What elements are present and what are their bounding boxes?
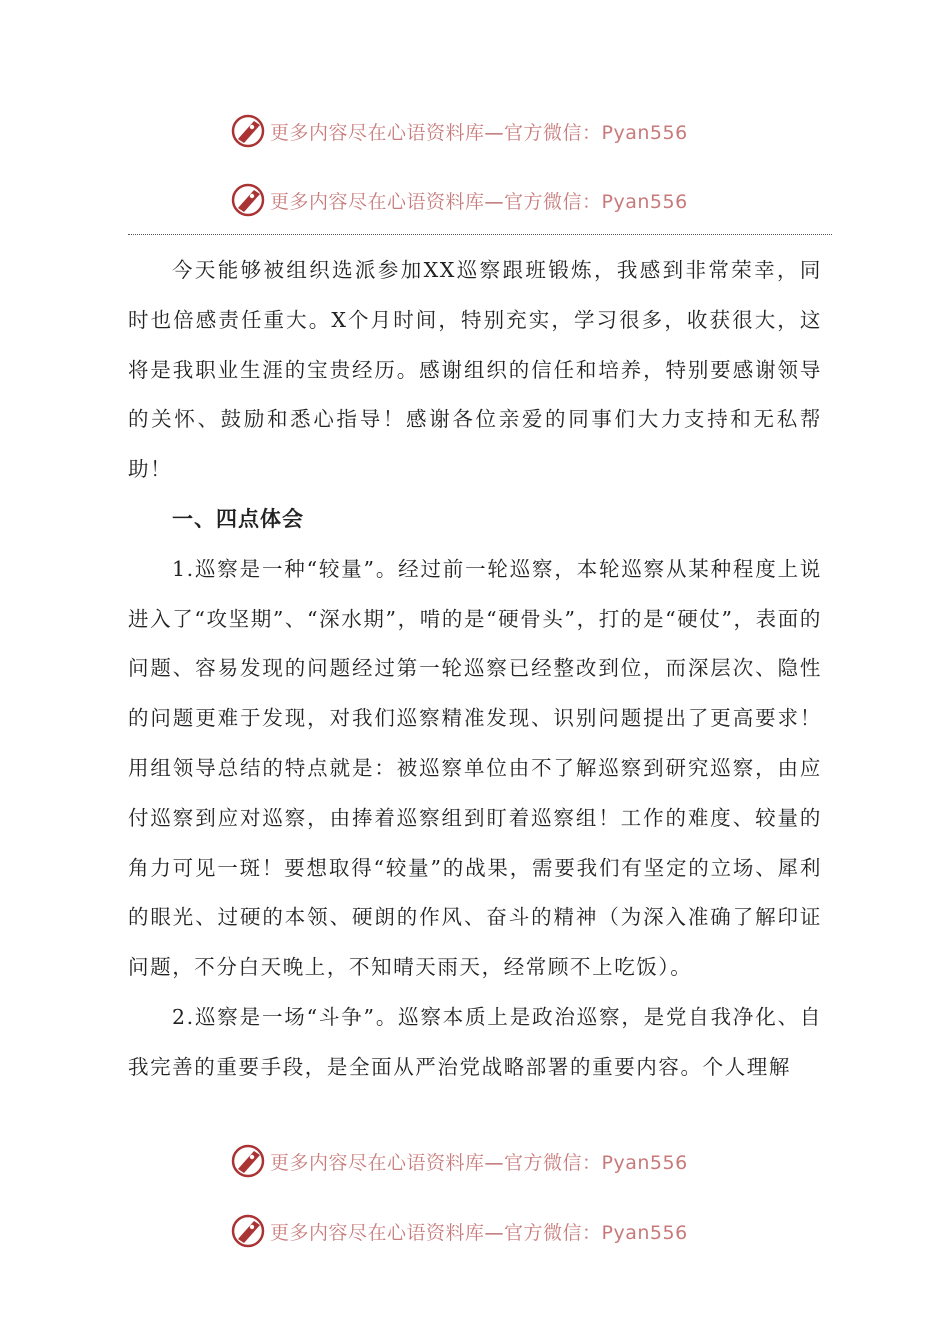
watermark-banner-bottom-2 [230, 1211, 688, 1251]
watermark-separator: — [484, 190, 505, 213]
watermark-wechat-id: Pyan556 [601, 121, 688, 144]
pen-nib-logo-icon [230, 1143, 266, 1179]
point-2-paragraph: 2.巡察是一场“斗争”。巡察本质上是政治巡察，是党自我净化、自我完善的重要手段，是全面从严治党战略部署的重要内容。个人理解 [128, 1004, 822, 1079]
watermark-label: 官方微信： [504, 1221, 602, 1244]
section-heading: 一、四点体会 [172, 506, 304, 531]
pen-nib-logo-icon [230, 182, 266, 218]
watermark-separator: — [484, 1221, 505, 1244]
watermark-label: 官方微信： [504, 190, 602, 213]
watermark-text: 更多内容尽在心语资料库 [270, 1151, 485, 1174]
watermark-text: 更多内容尽在心语资料库 [270, 1221, 485, 1244]
watermark-banner-bottom-1 [230, 1141, 688, 1181]
watermark-wechat-id: Pyan556 [601, 1221, 688, 1244]
intro-paragraph: 今天能够被组织选派参加XX巡察跟班锻炼，我感到非常荣幸，同时也倍感责任重大。X个月时间，特别充实，学习很多，收获很大，这将是我职业生涯的宝贵经历。感谢组织的信任和培养，特别要感谢领导的关怀、鼓励和悉心指导！感谢各位亲爱的同事们大力支持和无私帮助！ [128, 258, 822, 482]
point-1-paragraph: 1.巡察是一种“较量”。经过前一轮巡察，本轮巡察从某种程度上说进入了“攻坚期”、“深水期”，啃的是“硬骨头”，打的是“硬仗”，表面的问题、容易发现的问题经过第一轮巡察已经整改到位，而深层次、隐性的问题更难于发现，对我们巡察精准发现、识别问题提出了更高要求！用组领导总结的特点就是：被巡察单位由不了解巡察到研究巡察，由应付巡察到应对巡察，由捧着巡察组到盯着巡察组！工作的难度、较量的角力可见一斑！要想取得“较量”的战果，需要我们有坚定的立场、犀利的眼光、过硬的本领、硬朗的作风、奋斗的精神（为深入准确了解印证问题，不分白天晚上，不知晴天雨天，经常顾不上吃饭）。 [128, 556, 822, 980]
watermark-banner-top-2 [230, 180, 688, 220]
watermark-wechat-id: Pyan556 [601, 190, 688, 213]
header-divider [128, 234, 832, 235]
watermark-text: 更多内容尽在心语资料库 [270, 190, 485, 213]
watermark-label: 官方微信： [504, 1151, 602, 1174]
watermark-separator: — [484, 1151, 505, 1174]
watermark-banner-top-1 [230, 111, 688, 151]
pen-nib-logo-icon [230, 1213, 266, 1249]
watermark-label: 官方微信： [504, 121, 602, 144]
watermark-text: 更多内容尽在心语资料库 [270, 121, 485, 144]
pen-nib-logo-icon [230, 113, 266, 149]
watermark-wechat-id: Pyan556 [601, 1151, 688, 1174]
watermark-separator: — [484, 121, 505, 144]
document-body [128, 246, 822, 1093]
